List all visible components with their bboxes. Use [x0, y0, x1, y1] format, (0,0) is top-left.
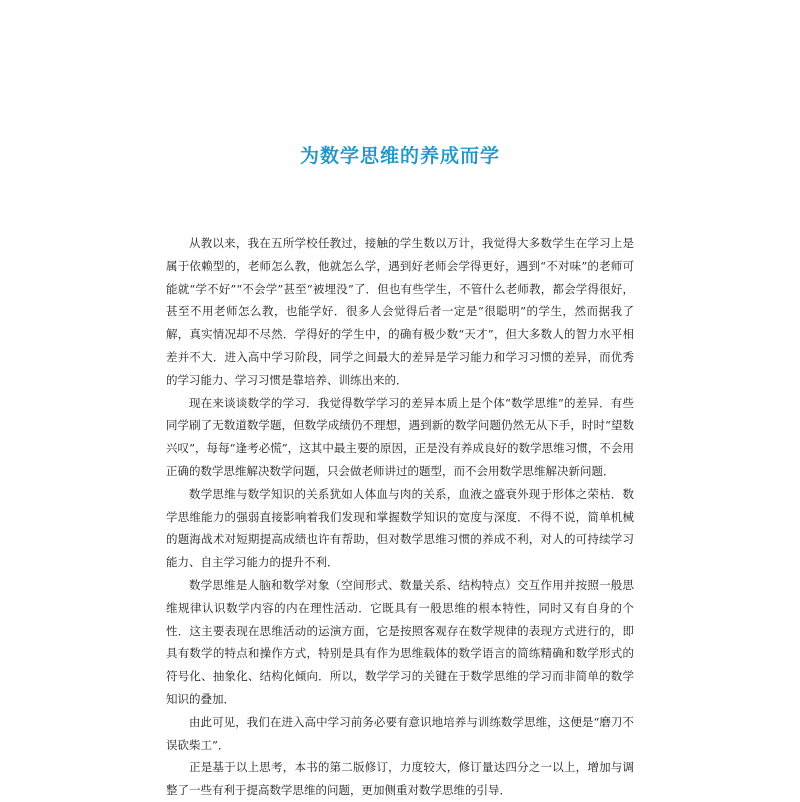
paragraph: 正是基于以上思考，本书的第二版修订，力度较大，修订量达四分之一以上，增加与调整了一些有利于提高数学思维的问题，更加侧重对数学思维的引导．	[166, 760, 634, 798]
paragraph: 由此可见，我们在进入高中学习前务必要有意识地培养与训练数学思维，这便是“磨刀不误砍柴工”．	[166, 714, 634, 752]
page-title: 为数学思维的养成而学	[299, 145, 500, 167]
paragraph: 数学思维是人脑和数学对象（空间形式、数量关系、结构特点）交互作用并按照一般思维规律认识数学内容的内在理性活动．它既具有一般思维的根本特性，同时又有自身的个性．这主要表现在思维活动的运演方面，它是按照客观存在数学规律的表现方式进行的，即具有数学的特点和操作方式，特别是具有作为思维载体的数学语言的简练精确和数学形式的符号化、抽象化、结构化倾向．所以，数学学习的关键在于数学思维的学习而非简单的数学知识的叠加．	[166, 577, 634, 706]
paragraph: 数学思维与数学知识的关系犹如人体血与肉的关系，血液之盛衰外现于形体之荣枯．数学思维能力的强弱直接影响着我们发现和掌握数学知识的宽度与深度．不得不说，简单机械的题海战术对短期提高成绩也许有帮助，但对数学思维习惯的养成不利，对人的可持续学习能力、自主学习能力的提升不利．	[166, 486, 634, 570]
preface-body	[166, 232, 634, 802]
paragraph: 从教以来，我在五所学校任教过，接触的学生数以万计，我觉得大多数学生在学习上是属于依赖型的，老师怎么教，他就怎么学，遇到好老师会学得更好，遇到“不对味”的老师可能就“学不好”“不会学”甚至“被埋没”了．但也有些学生，不管什么老师教，都会学得很好，甚至不用老师怎么教，也能学好．很多人会觉得后者一定是“很聪明”的学生，然而据我了解，真实情况却不尽然．学得好的学生中，的确有极少数“天才”，但大多数人的智力水平相差并不大．进入高中学习阶段，同学之间最大的差异是学习能力和学习习惯的差异，而优秀的学习能力、学习习惯是靠培养、训练出来的．	[166, 236, 634, 387]
paragraph: 现在来谈谈数学的学习．我觉得数学学习的差异本质上是个体“数学思维”的差异．有些同学刷了无数道数学题，但数学成绩仍不理想，遇到新的数学问题仍然无从下手，时时“望数兴叹”，每每“逢考必慌”，这其中最主要的原因，正是没有养成良好的数学思维习惯，不会用正确的数学思维解决数学问题，只会做老师讲过的题型，而不会用数学思维解决新问题．	[166, 395, 634, 478]
